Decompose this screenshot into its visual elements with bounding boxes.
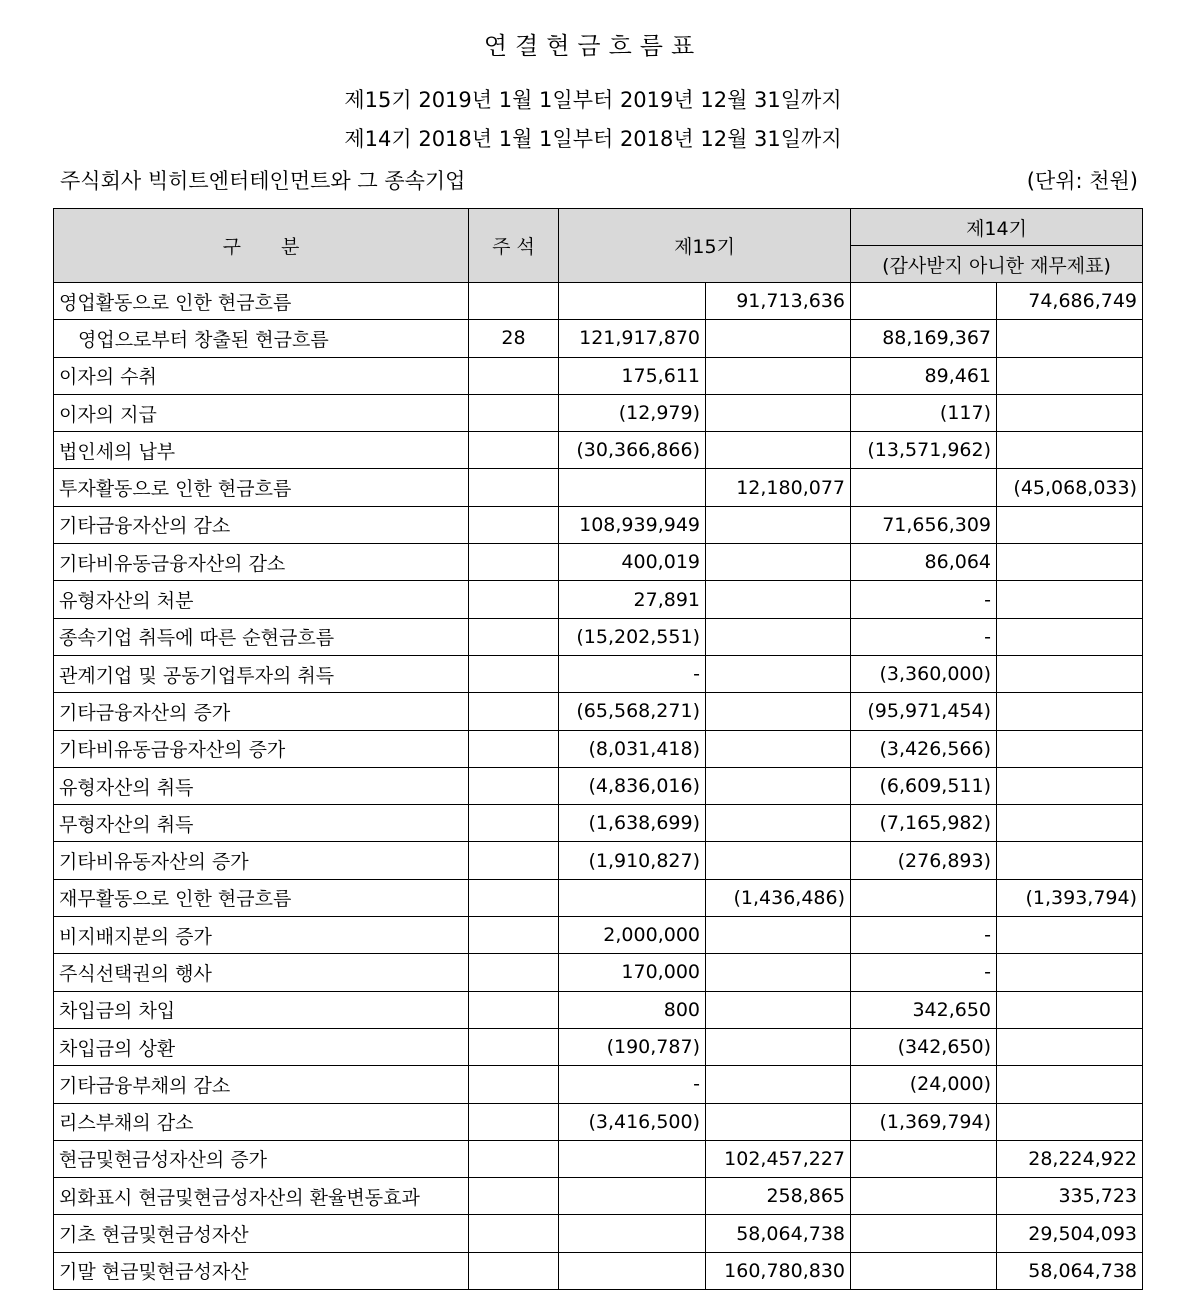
table-row: [54, 1178, 1143, 1215]
prior-total-amount: [997, 544, 1143, 581]
prior-total-amount: [997, 991, 1143, 1028]
table-row: [54, 394, 1143, 431]
current-item-amount: [559, 283, 706, 320]
row-label: 기타비유동자산의 증가: [54, 842, 469, 879]
row-label: 관계기업 및 공동기업투자의 취득: [54, 655, 469, 692]
current-total-amount: 12,180,077: [706, 469, 851, 506]
table-row: [54, 805, 1143, 842]
table-row: [54, 320, 1143, 357]
current-item-amount: [559, 1215, 706, 1252]
prior-item-amount: -: [851, 917, 997, 954]
row-note: [469, 954, 559, 991]
table-row: [54, 730, 1143, 767]
row-note: [469, 581, 559, 618]
prior-item-amount: 86,064: [851, 544, 997, 581]
current-total-amount: 160,780,830: [706, 1252, 851, 1289]
prior-item-amount: (342,650): [851, 1028, 997, 1065]
row-note: [469, 805, 559, 842]
row-note: [469, 618, 559, 655]
current-total-amount: [706, 730, 851, 767]
prior-total-amount: [997, 693, 1143, 730]
row-label: 차입금의 차입: [54, 991, 469, 1028]
prior-total-amount: [997, 954, 1143, 991]
current-item-amount: 2,000,000: [559, 917, 706, 954]
current-item-amount: (190,787): [559, 1028, 706, 1065]
row-label: 법인세의 납부: [54, 432, 469, 469]
prior-total-amount: [997, 655, 1143, 692]
header-category: [54, 209, 469, 283]
row-label: 외화표시 현금및현금성자산의 환율변동효과: [54, 1178, 469, 1215]
current-item-amount: [559, 1252, 706, 1289]
current-item-amount: 108,939,949: [559, 506, 706, 543]
current-item-amount: (65,568,271): [559, 693, 706, 730]
header-prior-period: 제14기: [851, 209, 1143, 246]
current-item-amount: 170,000: [559, 954, 706, 991]
prior-total-amount: 58,064,738: [997, 1252, 1143, 1289]
row-note: [469, 1215, 559, 1252]
prior-total-amount: [997, 394, 1143, 431]
prior-item-amount: (1,369,794): [851, 1103, 997, 1140]
table-row: [54, 469, 1143, 506]
row-note: [469, 917, 559, 954]
current-total-amount: [706, 581, 851, 618]
row-note: [469, 357, 559, 394]
table-body: [54, 283, 1143, 1290]
row-label: 주식선택권의 행사: [54, 954, 469, 991]
current-item-amount: 175,611: [559, 357, 706, 394]
table-row: [54, 954, 1143, 991]
prior-total-amount: [997, 506, 1143, 543]
row-note: [469, 432, 559, 469]
row-label: 이자의 수취: [54, 357, 469, 394]
current-total-amount: [706, 1028, 851, 1065]
prior-item-amount: -: [851, 581, 997, 618]
prior-total-amount: (1,393,794): [997, 879, 1143, 916]
table-row: [54, 1028, 1143, 1065]
current-total-amount: [706, 357, 851, 394]
prior-total-amount: [997, 1028, 1143, 1065]
row-note: [469, 1028, 559, 1065]
table-row: [54, 842, 1143, 879]
prior-item-amount: [851, 1252, 997, 1289]
current-total-amount: [706, 842, 851, 879]
prior-item-amount: (117): [851, 394, 997, 431]
statement-title: 연결현금흐름표: [483, 32, 703, 60]
row-label: 기타비유동금융자산의 감소: [54, 544, 469, 581]
current-total-amount: [706, 432, 851, 469]
row-label: 차입금의 상환: [54, 1028, 469, 1065]
prior-item-amount: -: [851, 954, 997, 991]
current-item-amount: (30,366,866): [559, 432, 706, 469]
current-item-amount: [559, 469, 706, 506]
prior-item-amount: [851, 469, 997, 506]
prior-item-amount: 342,650: [851, 991, 997, 1028]
prior-total-amount: [997, 618, 1143, 655]
cash-flow-table: [53, 208, 1143, 1290]
prior-total-amount: [997, 432, 1143, 469]
row-label: 비지배지분의 증가: [54, 917, 469, 954]
row-note: [469, 469, 559, 506]
table-row: [54, 767, 1143, 804]
current-item-amount: [559, 879, 706, 916]
table-row: [54, 581, 1143, 618]
prior-item-amount: (95,971,454): [851, 693, 997, 730]
row-note: [469, 655, 559, 692]
current-total-amount: [706, 618, 851, 655]
table-row: [54, 1215, 1143, 1252]
prior-total-amount: [997, 581, 1143, 618]
prior-total-amount: [997, 357, 1143, 394]
prior-item-amount: [851, 1215, 997, 1252]
row-note: 28: [469, 320, 559, 357]
prior-total-amount: [997, 805, 1143, 842]
current-total-amount: [706, 394, 851, 431]
prior-item-amount: -: [851, 618, 997, 655]
row-label: 무형자산의 취득: [54, 805, 469, 842]
prior-total-amount: [997, 917, 1143, 954]
current-total-amount: [706, 693, 851, 730]
table-row: [54, 917, 1143, 954]
current-total-amount: [706, 991, 851, 1028]
prior-total-amount: 29,504,093: [997, 1215, 1143, 1252]
header-note: 주 석: [469, 209, 559, 283]
row-label: 유형자산의 취득: [54, 767, 469, 804]
table-row: [54, 1066, 1143, 1103]
prior-item-amount: [851, 879, 997, 916]
header-category-b: 분: [281, 236, 300, 258]
table-row: [54, 357, 1143, 394]
prior-total-amount: (45,068,033): [997, 469, 1143, 506]
current-item-amount: 121,917,870: [559, 320, 706, 357]
current-total-amount: 58,064,738: [706, 1215, 851, 1252]
table-row: [54, 618, 1143, 655]
prior-item-amount: (7,165,982): [851, 805, 997, 842]
prior-item-amount: (13,571,962): [851, 432, 997, 469]
current-item-amount: (15,202,551): [559, 618, 706, 655]
prior-total-amount: [997, 767, 1143, 804]
current-total-amount: 102,457,227: [706, 1140, 851, 1177]
current-item-amount: 800: [559, 991, 706, 1028]
row-note: [469, 730, 559, 767]
company-name: 주식회사 빅히트엔터테인먼트와 그 종속기업: [60, 169, 466, 193]
current-item-amount: (3,416,500): [559, 1103, 706, 1140]
row-label: 영업활동으로 인한 현금흐름: [54, 283, 469, 320]
row-label: 기타금융부채의 감소: [54, 1066, 469, 1103]
row-note: [469, 283, 559, 320]
row-note: [469, 1252, 559, 1289]
period-current: 제15기 2019년 1월 1일부터 2019년 12월 31일까지: [344, 88, 842, 112]
row-label: 기말 현금및현금성자산: [54, 1252, 469, 1289]
prior-item-amount: 89,461: [851, 357, 997, 394]
prior-total-amount: [997, 730, 1143, 767]
prior-item-amount: (24,000): [851, 1066, 997, 1103]
table-row: [54, 1252, 1143, 1289]
prior-item-amount: (3,426,566): [851, 730, 997, 767]
current-item-amount: (12,979): [559, 394, 706, 431]
prior-total-amount: [997, 1103, 1143, 1140]
current-item-amount: (4,836,016): [559, 767, 706, 804]
row-label: 기초 현금및현금성자산: [54, 1215, 469, 1252]
row-label: 기타금융자산의 증가: [54, 693, 469, 730]
current-item-amount: (8,031,418): [559, 730, 706, 767]
current-total-amount: [706, 954, 851, 991]
row-note: [469, 842, 559, 879]
header-prior-subtitle: (감사받지 아니한 재무제표): [851, 246, 1143, 283]
table-row: [54, 283, 1143, 320]
current-total-amount: [706, 544, 851, 581]
row-note: [469, 1103, 559, 1140]
prior-item-amount: 88,169,367: [851, 320, 997, 357]
table-row: [54, 879, 1143, 916]
table-row: [54, 991, 1143, 1028]
current-total-amount: [706, 917, 851, 954]
row-label: 영업으로부터 창출된 현금흐름: [54, 320, 469, 357]
row-label: 종속기업 취득에 따른 순현금흐름: [54, 618, 469, 655]
prior-item-amount: [851, 1178, 997, 1215]
prior-item-amount: (3,360,000): [851, 655, 997, 692]
prior-total-amount: 335,723: [997, 1178, 1143, 1215]
current-total-amount: [706, 1066, 851, 1103]
table-row: [54, 655, 1143, 692]
row-label: 기타금융자산의 감소: [54, 506, 469, 543]
row-note: [469, 506, 559, 543]
table-row: [54, 1103, 1143, 1140]
row-label: 리스부채의 감소: [54, 1103, 469, 1140]
row-note: [469, 1066, 559, 1103]
table-row: [54, 544, 1143, 581]
current-total-amount: [706, 320, 851, 357]
prior-item-amount: [851, 283, 997, 320]
table-row: [54, 506, 1143, 543]
prior-total-amount: 74,686,749: [997, 283, 1143, 320]
current-total-amount: [706, 506, 851, 543]
row-note: [469, 991, 559, 1028]
prior-total-amount: [997, 842, 1143, 879]
current-item-amount: (1,910,827): [559, 842, 706, 879]
row-label: 유형자산의 처분: [54, 581, 469, 618]
unit-label: (단위: 천원): [1026, 169, 1138, 193]
prior-item-amount: (276,893): [851, 842, 997, 879]
current-total-amount: 258,865: [706, 1178, 851, 1215]
current-total-amount: [706, 655, 851, 692]
current-item-amount: -: [559, 655, 706, 692]
current-item-amount: 27,891: [559, 581, 706, 618]
prior-total-amount: [997, 1066, 1143, 1103]
current-total-amount: (1,436,486): [706, 879, 851, 916]
current-total-amount: [706, 767, 851, 804]
prior-item-amount: (6,609,511): [851, 767, 997, 804]
current-total-amount: [706, 805, 851, 842]
current-item-amount: (1,638,699): [559, 805, 706, 842]
current-item-amount: -: [559, 1066, 706, 1103]
period-prior: 제14기 2018년 1월 1일부터 2018년 12월 31일까지: [344, 127, 842, 151]
prior-item-amount: 71,656,309: [851, 506, 997, 543]
row-note: [469, 879, 559, 916]
table-row: [54, 432, 1143, 469]
table-row: [54, 693, 1143, 730]
prior-item-amount: [851, 1140, 997, 1177]
row-label: 기타비유동금융자산의 증가: [54, 730, 469, 767]
table-row: [54, 1140, 1143, 1177]
prior-total-amount: [997, 320, 1143, 357]
current-total-amount: 91,713,636: [706, 283, 851, 320]
row-note: [469, 693, 559, 730]
header-category-a: 구: [222, 236, 241, 258]
header-current-period: 제15기: [559, 209, 851, 283]
row-label: 투자활동으로 인한 현금흐름: [54, 469, 469, 506]
current-item-amount: [559, 1140, 706, 1177]
row-note: [469, 767, 559, 804]
row-note: [469, 1178, 559, 1215]
current-total-amount: [706, 1103, 851, 1140]
row-note: [469, 394, 559, 431]
row-label: 현금및현금성자산의 증가: [54, 1140, 469, 1177]
current-item-amount: 400,019: [559, 544, 706, 581]
row-label: 이자의 지급: [54, 394, 469, 431]
row-note: [469, 544, 559, 581]
current-item-amount: [559, 1178, 706, 1215]
prior-total-amount: 28,224,922: [997, 1140, 1143, 1177]
row-note: [469, 1140, 559, 1177]
row-label: 재무활동으로 인한 현금흐름: [54, 879, 469, 916]
